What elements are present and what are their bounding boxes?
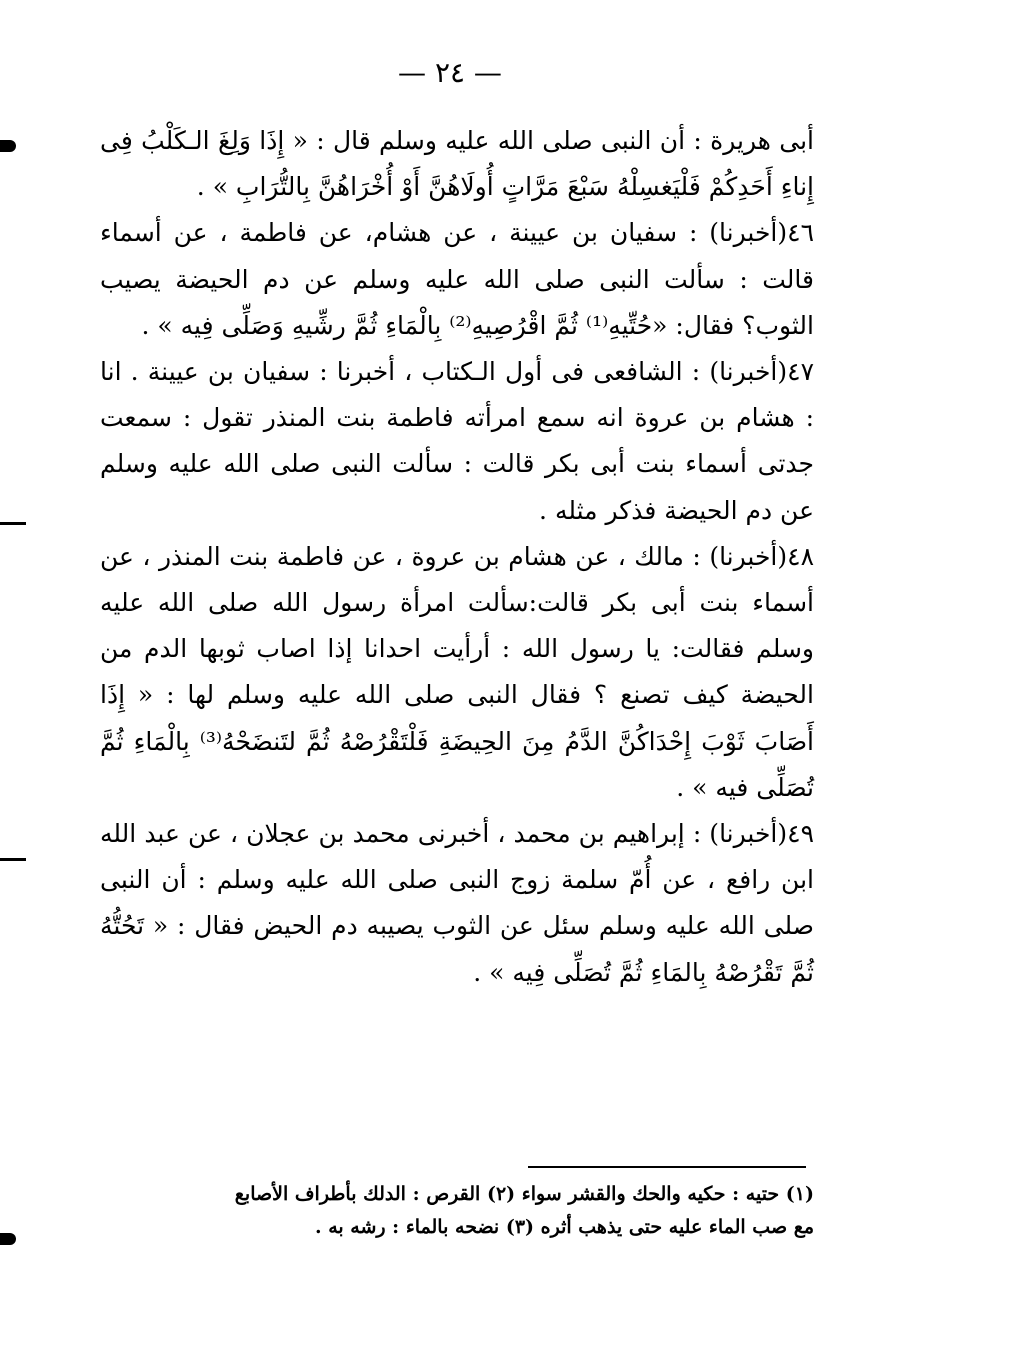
paragraph-47: ٤٧(أخبرنا) : الشافعى فى أول الـكتاب ، أخبرنا : سفيان بن عيينة . انا : هشام بن عروة انه سمع امرأته فاطمة بنت المنذر تقول : سمعت جدتى أسماء بنت أبى بكر قالت : سألت النبى صلى الله عليه وسلم عن دم الحيضة فذكر مثله . (100, 357, 814, 525)
paragraph-48: ٤٨(أخبرنا) : مالك ، عن هشام بن عروة ، عن فاطمة بنت المنذر ، عن أسماء بنت أبى بكر قالت:سألت امرأة رسول الله صلى الله عليه وسلم فقالت: يا رسول الله : أرأيت احدانا إذا اصاب ثوبها الدم من الحيضة كيف تصنع ؟ فقال النبى صلى الله عليه وسلم لها : « إِذَا أَصَابَ ثَوْبَ إِحْدَاكُنَّ الدَّمُ مِنَ الحِيضَةِ فَلْتَقْرُصْهُ ثُمَّ لتَنضَحْهُ⁽³⁾ بِالْمَاءِ ثُمَّ تُصَلِّى فيه » . (100, 541, 814, 802)
footnote-line-1: (١) حتيه : حكيه والحك والقشر سواء (٢) القرص : الدلك بأطراف الأصابع (234, 1183, 814, 1205)
main-text (100, 118, 814, 996)
page-number: — ٢٤ — (398, 56, 502, 89)
footnote-divider (528, 1166, 806, 1168)
margin-mark-top (0, 140, 16, 152)
margin-mark-middle (0, 522, 26, 525)
footnotes (100, 1178, 814, 1244)
paragraph-49: ٤٩(أخبرنا) : إبراهيم بن محمد ، أخبرنى محمد بن عجلان ، عن عبد الله ابن رافع ، عن أُمّ سلمة زوج النبى صلى الله عليه وسلم : أن النبى صلى الله عليه وسلم سئل عن الثوب يصيبه دم الحيض فقال : « تَحُتُّهُ ثُمَّ تَقْرُصْهُ بِالمَاءِ ثُمَّ تُصَلِّى فِيه » . (100, 819, 814, 987)
margin-mark-bottom (0, 1233, 16, 1245)
footnote-line-2: مع صب الماء عليه حتى يذهب أثره (٣) نضحه بالماء : رشه به . (314, 1216, 814, 1238)
paragraph-46: ٤٦(أخبرنا) : سفيان بن عيينة ، عن هشام، عن فاطمة ، عن أسماء قالت : سألت النبى صلى الله عليه وسلم عن دم الحيضة يصيب الثوب؟ فقال: «حُتِّيهِ⁽¹⁾ ثُمَّ اقْرُصِيهِ⁽²⁾ بِالْمَاءِ ثُمَّ رشِّيهِ وَصَلِّى فِيه » . (100, 218, 814, 340)
paragraph-intro: أبى هريرة : أن النبى صلى الله عليه وسلم قال : « إِذَا وَلِغَ الـكَلْبُ فِى إِناءِ أَحَدِكُمْ فَلْيَغسِلْهُ سَبْعَ مَرَّاتٍ أُولَاهُنَّ أَوْ أُخْرَاهُنَّ بِالتُّرَابِ » . (100, 126, 814, 202)
margin-mark-lower (0, 858, 26, 861)
